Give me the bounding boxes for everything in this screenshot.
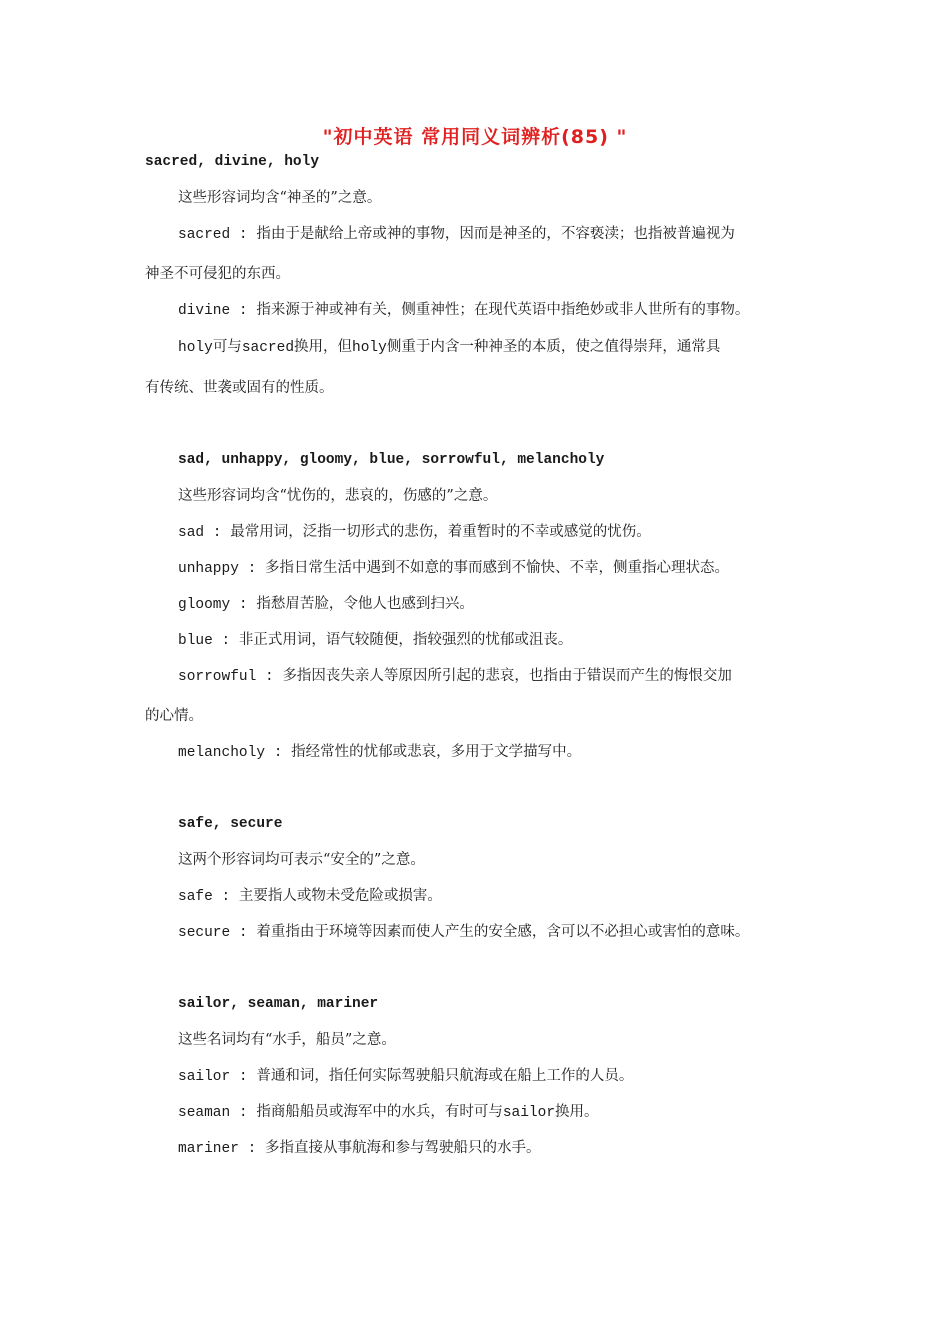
entry-text: 最常用词，泛指一切形式的悲伤，着重暂时的不幸或感觉的忧伤。	[230, 524, 651, 540]
entry-line	[178, 1138, 541, 1159]
entry-line	[178, 922, 749, 943]
section-heading: safe, secure	[178, 816, 283, 832]
entry-text: 多指日常生活中遇到不如意的事而感到不愉快、不幸，侧重指心理状态。	[265, 560, 730, 576]
entry-term: divine	[178, 303, 231, 319]
entry-text: 普通和词，指任何实际驾驶船只航海或在船上工作的人员。	[256, 1068, 634, 1084]
entry-term: safe	[178, 889, 213, 905]
page-title: "初中英语 常用同义词辨析(85) "	[322, 126, 628, 148]
entry-separator: :	[230, 925, 257, 941]
entry-separator: :	[230, 303, 257, 319]
entry-separator: :	[265, 745, 292, 761]
section-intro: 这些形容词均含“神圣的”之意。	[178, 190, 382, 206]
entry-text: 指愁眉苦脸，令他人也感到扫兴。	[256, 596, 474, 612]
entry-line	[178, 1066, 633, 1087]
entry-separator: :	[212, 889, 239, 905]
entry-term: blue	[178, 633, 213, 649]
entry-term: sorrowful	[178, 669, 257, 685]
entry-line	[178, 337, 720, 358]
entry-separator: :	[238, 561, 266, 577]
section-intro: 这两个形容词均可表示“安全的”之意。	[178, 852, 425, 868]
entry-separator: :	[256, 669, 283, 685]
entry-term: sailor	[502, 1105, 556, 1121]
entry-line	[178, 666, 732, 687]
section-heading: sacred, divine, holy	[145, 154, 320, 170]
entry-text: 可与	[212, 339, 242, 355]
entry-text: 指经常性的忧郁或悲哀，多用于文学描写中。	[291, 744, 582, 760]
section-intro: 这些名词均有“水手，船员”之意。	[178, 1032, 396, 1048]
entry-text: 换用。	[555, 1104, 599, 1120]
entry-separator: :	[212, 633, 239, 649]
entry-continuation: 神圣不可侵犯的东西。	[145, 266, 290, 282]
entry-separator: :	[204, 525, 231, 541]
section-intro: 这些形容词均含“忧伤的，悲哀的，伤感的”之意。	[178, 488, 498, 504]
entry-text: 指商船船员或海军中的水兵，有时可与	[256, 1104, 503, 1120]
entry-text: 指由于是献给上帝或神的事物，因而是神圣的，不容亵渎；也指被普遍视为	[256, 226, 735, 242]
entry-line	[178, 886, 442, 907]
entry-term: unhappy	[178, 561, 239, 577]
entry-text: 侧重于内含一种神圣的本质，使之值得崇拜，通常具	[386, 339, 721, 355]
entry-line	[178, 594, 474, 615]
entry-line	[178, 1102, 599, 1123]
entry-term: melancholy	[178, 745, 266, 761]
entry-separator: :	[230, 597, 257, 613]
entry-term: sad	[178, 525, 205, 541]
entry-term: mariner	[178, 1141, 239, 1157]
entry-separator: :	[230, 1069, 257, 1085]
entry-text: 着重指由于环境等因素而使人产生的安全感，含可以不必担心或害怕的意味。	[256, 924, 750, 940]
entry-term: secure	[178, 925, 231, 941]
entry-line	[178, 630, 572, 651]
entry-text: 多指直接从事航海和参与驾驶船只的水手。	[265, 1140, 541, 1156]
entry-separator: :	[230, 1105, 257, 1121]
entry-separator: :	[238, 1141, 266, 1157]
entry-line	[178, 742, 581, 763]
entry-continuation: 的心情。	[145, 708, 203, 724]
entry-term: sacred	[178, 227, 231, 243]
entry-text: 多指因丧失亲人等原因所引起的悲哀，也指由于错误而产生的悔恨交加	[282, 668, 732, 684]
entry-line	[178, 224, 735, 245]
entry-term: gloomy	[178, 597, 231, 613]
entry-separator: :	[230, 227, 257, 243]
entry-text: 指来源于神或神有关，侧重神性；在现代英语中指绝妙或非人世所有的事物。	[256, 302, 750, 318]
section-heading: sad, unhappy, gloomy, blue, sorrowful, melancholy	[178, 452, 605, 468]
entry-term: holy	[352, 340, 387, 356]
entry-line	[178, 558, 729, 579]
entry-term: sailor	[178, 1069, 231, 1085]
entry-term: holy	[178, 340, 213, 356]
entry-line	[178, 522, 651, 543]
section-heading: sailor, seaman, mariner	[178, 996, 379, 1012]
entry-term: seaman	[178, 1105, 231, 1121]
entry-line	[178, 300, 749, 321]
entry-text: 非正式用词，语气较随便，指较强烈的忧郁或沮丧。	[238, 632, 573, 648]
entry-text: 换用，但	[294, 339, 353, 355]
entry-term: sacred	[241, 340, 295, 356]
entry-text: 主要指人或物未受危险或损害。	[238, 888, 442, 904]
entry-continuation: 有传统、世袭或固有的性质。	[145, 380, 334, 396]
